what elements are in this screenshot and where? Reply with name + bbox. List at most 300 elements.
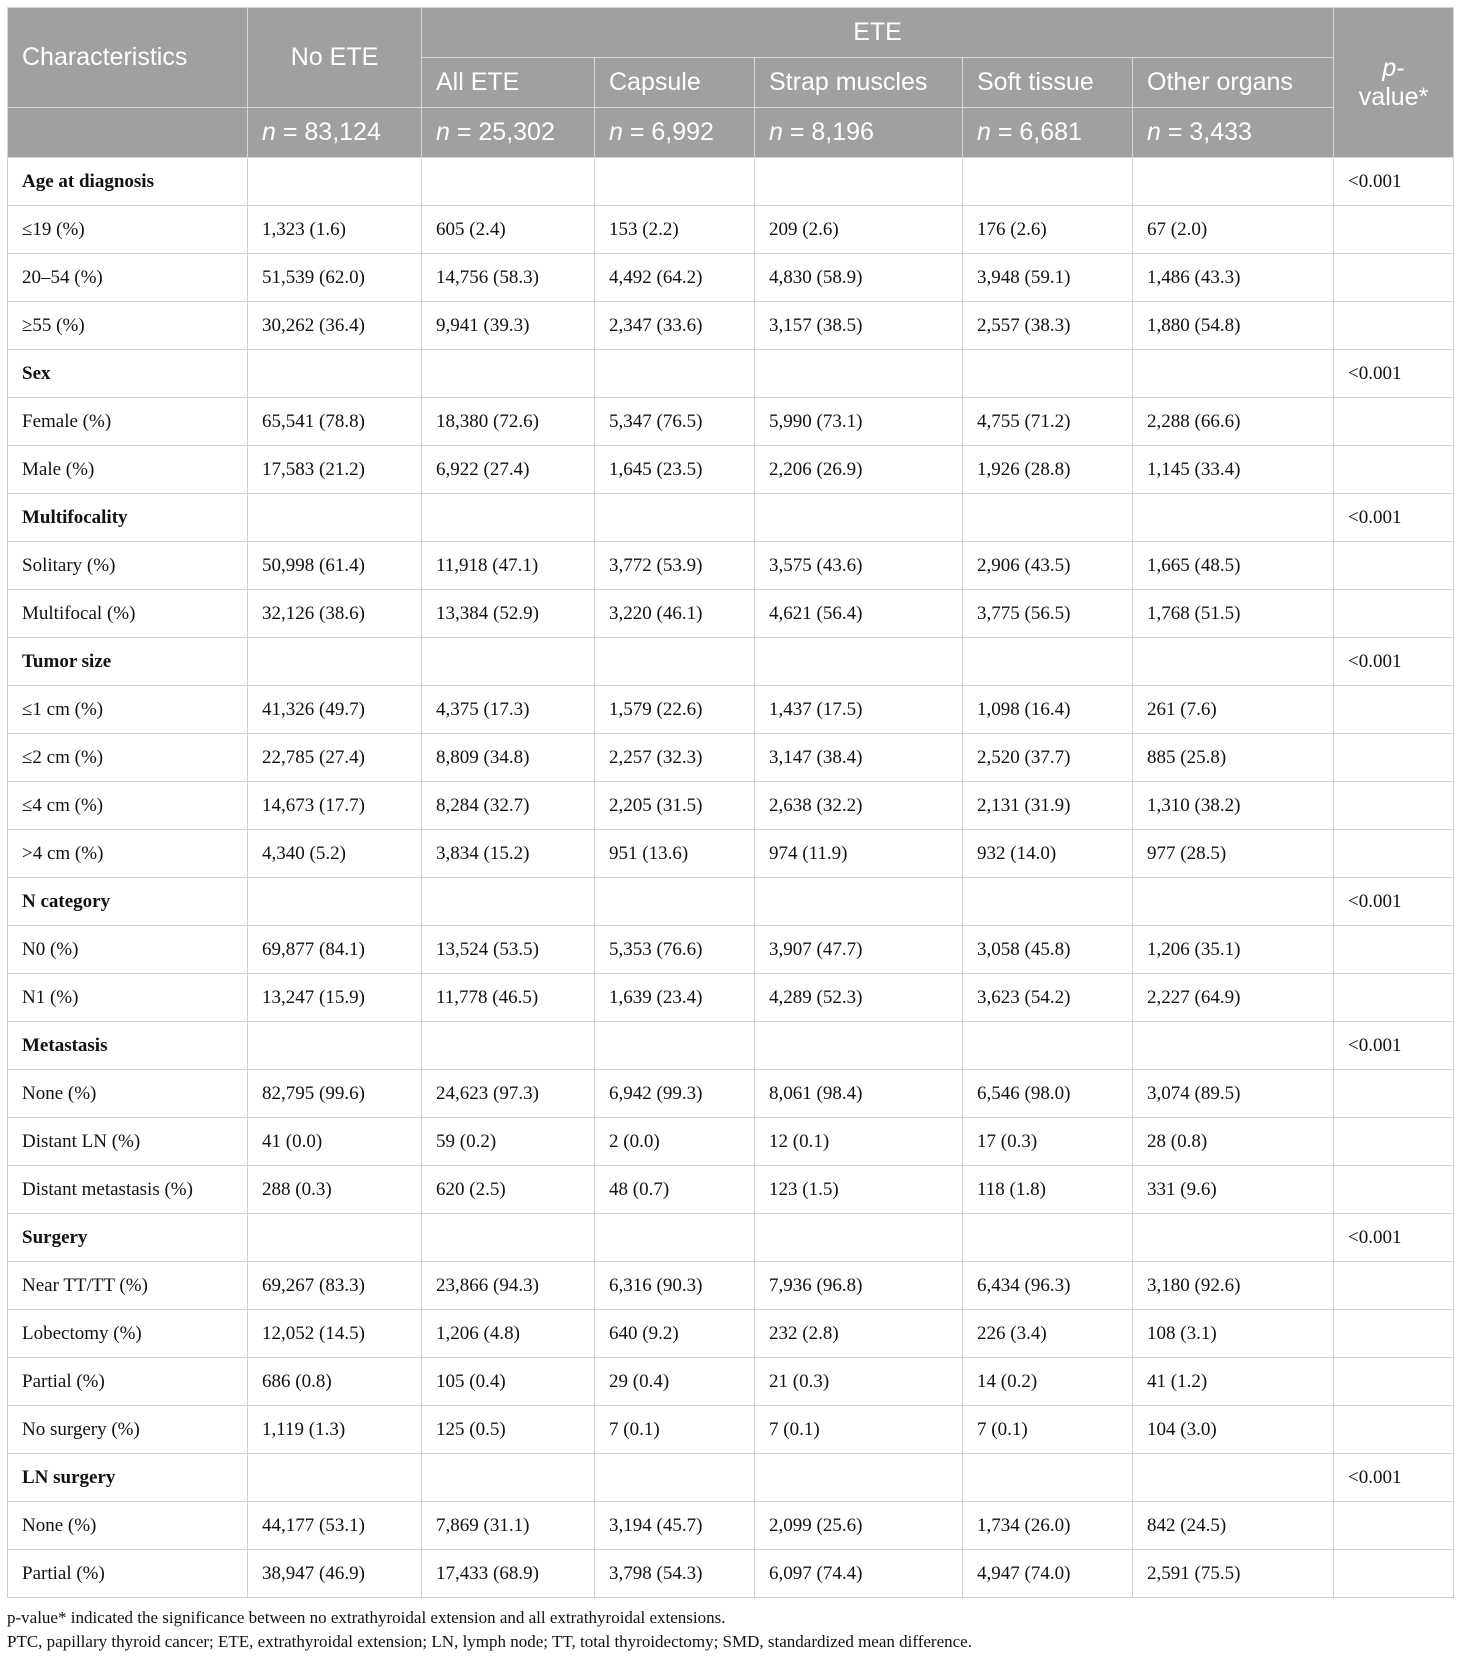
table-cell bbox=[755, 1214, 963, 1262]
table-cell: 1,486 (43.3) bbox=[1133, 254, 1334, 302]
table-cell: 7 (0.1) bbox=[595, 1406, 755, 1454]
row-label: Female (%) bbox=[8, 398, 248, 446]
table-cell: 176 (2.6) bbox=[963, 206, 1133, 254]
table-cell: <0.001 bbox=[1334, 878, 1454, 926]
table-cell bbox=[1334, 686, 1454, 734]
table-cell bbox=[595, 1022, 755, 1070]
table-cell: 974 (11.9) bbox=[755, 830, 963, 878]
header-capsule: Capsule bbox=[595, 58, 755, 108]
table-cell: 1,098 (16.4) bbox=[963, 686, 1133, 734]
table-cell: 14,756 (58.3) bbox=[422, 254, 595, 302]
table-footnotes bbox=[7, 1606, 1453, 1654]
table-cell bbox=[755, 1454, 963, 1502]
table-cell bbox=[963, 638, 1133, 686]
table-cell: 1,665 (48.5) bbox=[1133, 542, 1334, 590]
table-cell: 6,922 (27.4) bbox=[422, 446, 595, 494]
table-cell: 69,877 (84.1) bbox=[248, 926, 422, 974]
table-cell: 8,061 (98.4) bbox=[755, 1070, 963, 1118]
table-cell: 1,323 (1.6) bbox=[248, 206, 422, 254]
table-cell bbox=[963, 158, 1133, 206]
table-cell bbox=[1334, 1118, 1454, 1166]
table-cell bbox=[248, 878, 422, 926]
table-cell bbox=[755, 350, 963, 398]
table-cell bbox=[422, 878, 595, 926]
table-cell: 2,638 (32.2) bbox=[755, 782, 963, 830]
table-cell: 2,257 (32.3) bbox=[595, 734, 755, 782]
table-cell bbox=[963, 350, 1133, 398]
section-label: Metastasis bbox=[8, 1022, 248, 1070]
table-cell: 38,947 (46.9) bbox=[248, 1550, 422, 1598]
row-label: Distant LN (%) bbox=[8, 1118, 248, 1166]
row-label: Solitary (%) bbox=[8, 542, 248, 590]
table-cell bbox=[755, 878, 963, 926]
section-row bbox=[8, 878, 1454, 926]
table-cell: 5,990 (73.1) bbox=[755, 398, 963, 446]
table-cell: 13,524 (53.5) bbox=[422, 926, 595, 974]
table-cell bbox=[248, 1022, 422, 1070]
table-cell: 4,492 (64.2) bbox=[595, 254, 755, 302]
table-cell: 3,058 (45.8) bbox=[963, 926, 1133, 974]
table-cell: 8,809 (34.8) bbox=[422, 734, 595, 782]
table-cell: 6,942 (99.3) bbox=[595, 1070, 755, 1118]
table-row bbox=[8, 446, 1454, 494]
table-row bbox=[8, 302, 1454, 350]
table-cell: 951 (13.6) bbox=[595, 830, 755, 878]
table-cell: 41 (0.0) bbox=[248, 1118, 422, 1166]
table-cell bbox=[1133, 1022, 1334, 1070]
table-cell bbox=[422, 158, 595, 206]
table-cell bbox=[1334, 974, 1454, 1022]
table-cell bbox=[595, 878, 755, 926]
table-cell: 41 (1.2) bbox=[1133, 1358, 1334, 1406]
table-cell: 4,621 (56.4) bbox=[755, 590, 963, 638]
table-cell: 842 (24.5) bbox=[1133, 1502, 1334, 1550]
row-label: None (%) bbox=[8, 1070, 248, 1118]
table-cell bbox=[422, 350, 595, 398]
table-cell bbox=[1133, 1454, 1334, 1502]
footnote-p-value: p-value* indicated the significance between no extrathyroidal extension and all extrathyroidal extensions. bbox=[7, 1608, 726, 1627]
table-cell: 1,206 (35.1) bbox=[1133, 926, 1334, 974]
table-cell: 14 (0.2) bbox=[963, 1358, 1133, 1406]
table-cell: 1,926 (28.8) bbox=[963, 446, 1133, 494]
table-row bbox=[8, 1502, 1454, 1550]
table-row bbox=[8, 782, 1454, 830]
table-cell: 1,206 (4.8) bbox=[422, 1310, 595, 1358]
table-cell: 11,918 (47.1) bbox=[422, 542, 595, 590]
table-cell: 125 (0.5) bbox=[422, 1406, 595, 1454]
table-cell: 209 (2.6) bbox=[755, 206, 963, 254]
table-cell bbox=[248, 158, 422, 206]
table-cell bbox=[422, 1454, 595, 1502]
table-row bbox=[8, 254, 1454, 302]
table-cell: 2,591 (75.5) bbox=[1133, 1550, 1334, 1598]
table-cell: 105 (0.4) bbox=[422, 1358, 595, 1406]
table-cell: 21 (0.3) bbox=[755, 1358, 963, 1406]
row-label: N1 (%) bbox=[8, 974, 248, 1022]
table-row bbox=[8, 206, 1454, 254]
header-n-soft-tissue bbox=[963, 108, 1133, 158]
row-label: Near TT/TT (%) bbox=[8, 1262, 248, 1310]
table-cell: 1,639 (23.4) bbox=[595, 974, 755, 1022]
header-no-ete: No ETE bbox=[248, 8, 422, 108]
n-italic: n bbox=[769, 118, 783, 146]
table-cell: 3,907 (47.7) bbox=[755, 926, 963, 974]
table-cell: 3,575 (43.6) bbox=[755, 542, 963, 590]
table-cell: 3,775 (56.5) bbox=[963, 590, 1133, 638]
row-label: N0 (%) bbox=[8, 926, 248, 974]
table-row bbox=[8, 974, 1454, 1022]
n-value: = 6,992 bbox=[629, 118, 714, 146]
table-cell: 22,785 (27.4) bbox=[248, 734, 422, 782]
row-label: ≤4 cm (%) bbox=[8, 782, 248, 830]
table-cell bbox=[1334, 1262, 1454, 1310]
table-cell: 3,194 (45.7) bbox=[595, 1502, 755, 1550]
table-cell: 123 (1.5) bbox=[755, 1166, 963, 1214]
table-cell bbox=[1334, 830, 1454, 878]
table-cell bbox=[1133, 1214, 1334, 1262]
table-cell: 18,380 (72.6) bbox=[422, 398, 595, 446]
table-cell: 6,546 (98.0) bbox=[963, 1070, 1133, 1118]
row-label: No surgery (%) bbox=[8, 1406, 248, 1454]
table-cell bbox=[248, 494, 422, 542]
table-cell: 2,347 (33.6) bbox=[595, 302, 755, 350]
table-row bbox=[8, 398, 1454, 446]
table-cell: 3,157 (38.5) bbox=[755, 302, 963, 350]
table-cell bbox=[755, 638, 963, 686]
table-cell: 8,284 (32.7) bbox=[422, 782, 595, 830]
n-value: = 25,302 bbox=[456, 118, 555, 146]
table-cell: 4,289 (52.3) bbox=[755, 974, 963, 1022]
table-cell bbox=[248, 1454, 422, 1502]
table-cell: 4,755 (71.2) bbox=[963, 398, 1133, 446]
table-row bbox=[8, 926, 1454, 974]
table-cell: 44,177 (53.1) bbox=[248, 1502, 422, 1550]
table-cell: 2,288 (66.6) bbox=[1133, 398, 1334, 446]
table-cell: 2,099 (25.6) bbox=[755, 1502, 963, 1550]
table-cell bbox=[1334, 734, 1454, 782]
header-ete-group: ETE bbox=[422, 8, 1334, 58]
table-cell bbox=[963, 878, 1133, 926]
table-row bbox=[8, 1166, 1454, 1214]
table-cell: 1,145 (33.4) bbox=[1133, 446, 1334, 494]
row-label: ≤19 (%) bbox=[8, 206, 248, 254]
table-cell bbox=[1334, 206, 1454, 254]
table-cell: <0.001 bbox=[1334, 494, 1454, 542]
table-cell: 7,869 (31.1) bbox=[422, 1502, 595, 1550]
table-row bbox=[8, 830, 1454, 878]
table-container bbox=[7, 7, 1453, 1654]
table-cell: 3,623 (54.2) bbox=[963, 974, 1133, 1022]
table-cell: 59 (0.2) bbox=[422, 1118, 595, 1166]
table-cell bbox=[1334, 446, 1454, 494]
p-italic: p bbox=[1382, 53, 1397, 82]
section-row bbox=[8, 158, 1454, 206]
table-cell: 48 (0.7) bbox=[595, 1166, 755, 1214]
header-characteristics: Characteristics bbox=[8, 8, 248, 108]
table-cell bbox=[1334, 926, 1454, 974]
row-label: >4 cm (%) bbox=[8, 830, 248, 878]
table-cell: 3,074 (89.5) bbox=[1133, 1070, 1334, 1118]
table-cell: 4,375 (17.3) bbox=[422, 686, 595, 734]
table-cell bbox=[1133, 494, 1334, 542]
table-cell: 12,052 (14.5) bbox=[248, 1310, 422, 1358]
table-cell bbox=[963, 1454, 1133, 1502]
header-n-blank bbox=[8, 108, 248, 158]
table-cell: 4,830 (58.9) bbox=[755, 254, 963, 302]
row-label: 20–54 (%) bbox=[8, 254, 248, 302]
table-cell: 50,998 (61.4) bbox=[248, 542, 422, 590]
row-label: Partial (%) bbox=[8, 1550, 248, 1598]
table-cell: <0.001 bbox=[1334, 350, 1454, 398]
n-italic: n bbox=[1147, 118, 1161, 146]
section-row bbox=[8, 1214, 1454, 1262]
table-cell: 2,205 (31.5) bbox=[595, 782, 755, 830]
section-label: Age at diagnosis bbox=[8, 158, 248, 206]
table-cell: 2,206 (26.9) bbox=[755, 446, 963, 494]
table-cell: 2,131 (31.9) bbox=[963, 782, 1133, 830]
row-label: Multifocal (%) bbox=[8, 590, 248, 638]
table-cell bbox=[755, 158, 963, 206]
table-cell: 1,437 (17.5) bbox=[755, 686, 963, 734]
table-cell: 226 (3.4) bbox=[963, 1310, 1133, 1358]
header-other-organs: Other organs bbox=[1133, 58, 1334, 108]
table-cell: 5,353 (76.6) bbox=[595, 926, 755, 974]
table-cell bbox=[595, 494, 755, 542]
row-label: Male (%) bbox=[8, 446, 248, 494]
table-row bbox=[8, 1070, 1454, 1118]
table-cell: 118 (1.8) bbox=[963, 1166, 1133, 1214]
table-cell: 1,734 (26.0) bbox=[963, 1502, 1133, 1550]
table-cell bbox=[422, 494, 595, 542]
table-cell: 13,247 (15.9) bbox=[248, 974, 422, 1022]
table-cell: 1,119 (1.3) bbox=[248, 1406, 422, 1454]
table-cell: 2,520 (37.7) bbox=[963, 734, 1133, 782]
table-cell bbox=[1334, 398, 1454, 446]
table-cell: 12 (0.1) bbox=[755, 1118, 963, 1166]
table-cell: 1,880 (54.8) bbox=[1133, 302, 1334, 350]
table-row bbox=[8, 1358, 1454, 1406]
table-cell: 67 (2.0) bbox=[1133, 206, 1334, 254]
section-label: Tumor size bbox=[8, 638, 248, 686]
footnote-abbreviations: PTC, papillary thyroid cancer; ETE, extrathyroidal extension; LN, lymph node; TT, total thyroidectomy; SMD, standardized mean difference. bbox=[7, 1632, 972, 1651]
table-cell bbox=[1133, 638, 1334, 686]
table-row bbox=[8, 686, 1454, 734]
table-cell bbox=[1334, 1166, 1454, 1214]
row-label: Distant metastasis (%) bbox=[8, 1166, 248, 1214]
table-cell bbox=[1334, 1406, 1454, 1454]
table-cell: 30,262 (36.4) bbox=[248, 302, 422, 350]
header-p-value bbox=[1334, 8, 1454, 158]
table-cell bbox=[1133, 158, 1334, 206]
table-cell: <0.001 bbox=[1334, 158, 1454, 206]
row-label: ≤2 cm (%) bbox=[8, 734, 248, 782]
table-row bbox=[8, 1118, 1454, 1166]
section-label: Sex bbox=[8, 350, 248, 398]
table-cell: 5,347 (76.5) bbox=[595, 398, 755, 446]
table-row bbox=[8, 1406, 1454, 1454]
n-italic: n bbox=[609, 118, 623, 146]
table-cell: 261 (7.6) bbox=[1133, 686, 1334, 734]
table-cell bbox=[422, 1214, 595, 1262]
table-cell: 6,316 (90.3) bbox=[595, 1262, 755, 1310]
row-label: Partial (%) bbox=[8, 1358, 248, 1406]
table-cell bbox=[1334, 782, 1454, 830]
table-cell: 1,768 (51.5) bbox=[1133, 590, 1334, 638]
table-cell: 17,583 (21.2) bbox=[248, 446, 422, 494]
table-cell: <0.001 bbox=[1334, 1214, 1454, 1262]
table-cell bbox=[1334, 1502, 1454, 1550]
table-cell: <0.001 bbox=[1334, 1454, 1454, 1502]
table-cell bbox=[595, 350, 755, 398]
section-row bbox=[8, 638, 1454, 686]
table-cell: 932 (14.0) bbox=[963, 830, 1133, 878]
table-cell bbox=[595, 638, 755, 686]
header-n-strap-muscles bbox=[755, 108, 963, 158]
table-cell: 23,866 (94.3) bbox=[422, 1262, 595, 1310]
table-cell: 4,947 (74.0) bbox=[963, 1550, 1133, 1598]
table-cell bbox=[1334, 1070, 1454, 1118]
table-row bbox=[8, 542, 1454, 590]
table-cell: 7 (0.1) bbox=[755, 1406, 963, 1454]
table-cell bbox=[1334, 590, 1454, 638]
n-italic: n bbox=[977, 118, 991, 146]
section-label: Multifocality bbox=[8, 494, 248, 542]
table-cell: 17,433 (68.9) bbox=[422, 1550, 595, 1598]
table-cell: 32,126 (38.6) bbox=[248, 590, 422, 638]
table-cell: 1,579 (22.6) bbox=[595, 686, 755, 734]
table-cell: <0.001 bbox=[1334, 638, 1454, 686]
table-cell bbox=[755, 1022, 963, 1070]
table-cell: 65,541 (78.8) bbox=[248, 398, 422, 446]
table-cell: 108 (3.1) bbox=[1133, 1310, 1334, 1358]
table-cell bbox=[248, 350, 422, 398]
table-cell bbox=[1133, 350, 1334, 398]
table-cell: 1,645 (23.5) bbox=[595, 446, 755, 494]
table-row bbox=[8, 1262, 1454, 1310]
section-label: LN surgery bbox=[8, 1454, 248, 1502]
table-cell bbox=[963, 1022, 1133, 1070]
table-cell: 2,557 (38.3) bbox=[963, 302, 1133, 350]
header-n-other-organs bbox=[1133, 108, 1334, 158]
table-cell: 686 (0.8) bbox=[248, 1358, 422, 1406]
table-cell: 17 (0.3) bbox=[963, 1118, 1133, 1166]
table-row bbox=[8, 590, 1454, 638]
table-cell: 14,673 (17.7) bbox=[248, 782, 422, 830]
table-cell bbox=[1334, 1310, 1454, 1358]
table-cell bbox=[1334, 254, 1454, 302]
n-value: = 8,196 bbox=[789, 118, 874, 146]
header-strap-muscles: Strap muscles bbox=[755, 58, 963, 108]
row-label: Lobectomy (%) bbox=[8, 1310, 248, 1358]
table-cell: 232 (2.8) bbox=[755, 1310, 963, 1358]
table-cell: 51,539 (62.0) bbox=[248, 254, 422, 302]
table-cell bbox=[755, 494, 963, 542]
table-header bbox=[8, 8, 1454, 158]
table-cell: 24,623 (97.3) bbox=[422, 1070, 595, 1118]
table-cell: 4,340 (5.2) bbox=[248, 830, 422, 878]
table-cell: 13,384 (52.9) bbox=[422, 590, 595, 638]
n-value: = 6,681 bbox=[997, 118, 1082, 146]
table-cell: 7 (0.1) bbox=[963, 1406, 1133, 1454]
header-all-ete: All ETE bbox=[422, 58, 595, 108]
table-cell: 104 (3.0) bbox=[1133, 1406, 1334, 1454]
section-row bbox=[8, 1022, 1454, 1070]
n-value: = 83,124 bbox=[282, 118, 381, 146]
table-cell bbox=[422, 638, 595, 686]
table-cell: <0.001 bbox=[1334, 1022, 1454, 1070]
table-cell bbox=[1334, 1550, 1454, 1598]
table-cell: 6,097 (74.4) bbox=[755, 1550, 963, 1598]
header-n-all-ete bbox=[422, 108, 595, 158]
header-n-capsule bbox=[595, 108, 755, 158]
table-cell bbox=[963, 1214, 1133, 1262]
table-cell bbox=[248, 1214, 422, 1262]
table-cell: 331 (9.6) bbox=[1133, 1166, 1334, 1214]
section-row bbox=[8, 1454, 1454, 1502]
p-rest: -value* bbox=[1358, 53, 1429, 111]
table-cell: 11,778 (46.5) bbox=[422, 974, 595, 1022]
table-cell bbox=[1334, 1358, 1454, 1406]
table-cell: 977 (28.5) bbox=[1133, 830, 1334, 878]
section-label: Surgery bbox=[8, 1214, 248, 1262]
table-cell: 6,434 (96.3) bbox=[963, 1262, 1133, 1310]
table-cell bbox=[595, 1454, 755, 1502]
table-cell: 153 (2.2) bbox=[595, 206, 755, 254]
table-cell: 69,267 (83.3) bbox=[248, 1262, 422, 1310]
header-n-no-ete bbox=[248, 108, 422, 158]
row-label: ≥55 (%) bbox=[8, 302, 248, 350]
table-cell: 1,310 (38.2) bbox=[1133, 782, 1334, 830]
table-cell: 28 (0.8) bbox=[1133, 1118, 1334, 1166]
table-cell: 3,220 (46.1) bbox=[595, 590, 755, 638]
characteristics-table bbox=[7, 7, 1454, 1598]
row-label: ≤1 cm (%) bbox=[8, 686, 248, 734]
table-cell bbox=[963, 494, 1133, 542]
section-label: N category bbox=[8, 878, 248, 926]
n-italic: n bbox=[436, 118, 450, 146]
table-cell: 620 (2.5) bbox=[422, 1166, 595, 1214]
table-cell bbox=[1334, 302, 1454, 350]
table-cell: 288 (0.3) bbox=[248, 1166, 422, 1214]
table-cell bbox=[1334, 542, 1454, 590]
table-cell: 3,948 (59.1) bbox=[963, 254, 1133, 302]
n-value: = 3,433 bbox=[1167, 118, 1252, 146]
n-italic: n bbox=[262, 118, 276, 146]
table-cell: 3,798 (54.3) bbox=[595, 1550, 755, 1598]
table-cell bbox=[1133, 878, 1334, 926]
table-cell: 3,180 (92.6) bbox=[1133, 1262, 1334, 1310]
table-cell: 605 (2.4) bbox=[422, 206, 595, 254]
table-cell bbox=[595, 1214, 755, 1262]
table-body bbox=[8, 158, 1454, 1598]
table-cell: 29 (0.4) bbox=[595, 1358, 755, 1406]
table-row bbox=[8, 734, 1454, 782]
table-cell: 3,147 (38.4) bbox=[755, 734, 963, 782]
table-cell: 82,795 (99.6) bbox=[248, 1070, 422, 1118]
table-cell bbox=[422, 1022, 595, 1070]
table-row bbox=[8, 1310, 1454, 1358]
header-soft-tissue: Soft tissue bbox=[963, 58, 1133, 108]
table-cell: 2,906 (43.5) bbox=[963, 542, 1133, 590]
table-cell bbox=[248, 638, 422, 686]
table-cell: 7,936 (96.8) bbox=[755, 1262, 963, 1310]
table-row bbox=[8, 1550, 1454, 1598]
row-label: None (%) bbox=[8, 1502, 248, 1550]
table-cell: 640 (9.2) bbox=[595, 1310, 755, 1358]
section-row bbox=[8, 350, 1454, 398]
table-cell: 3,834 (15.2) bbox=[422, 830, 595, 878]
table-cell: 9,941 (39.3) bbox=[422, 302, 595, 350]
